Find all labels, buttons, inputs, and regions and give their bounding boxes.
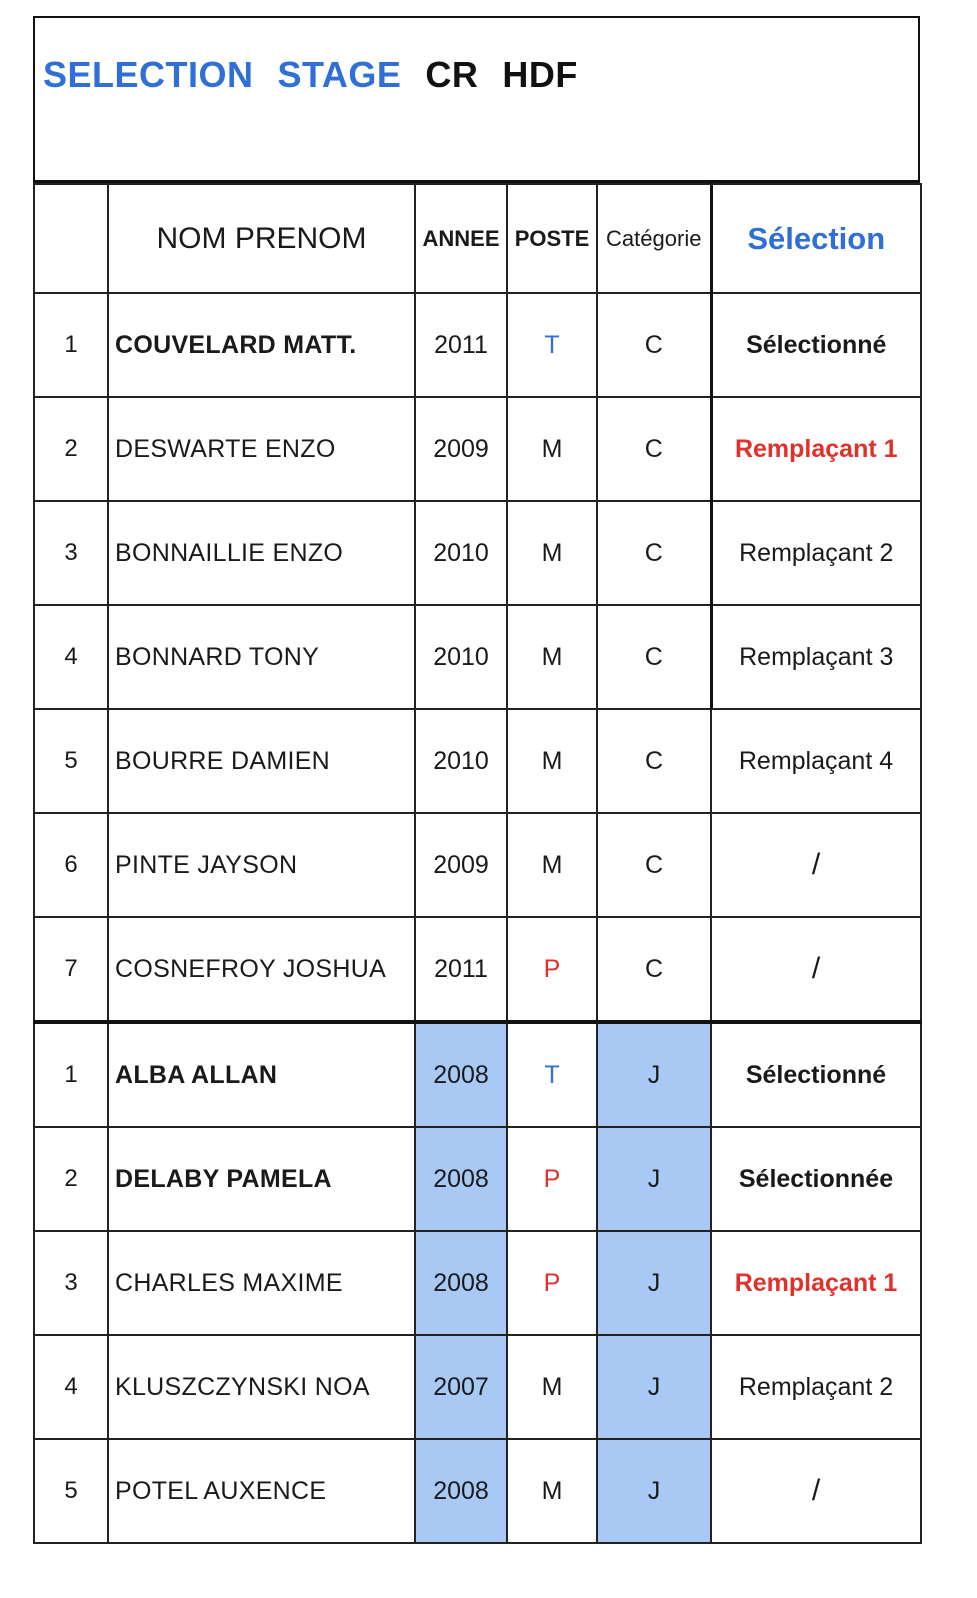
page-title (43, 54, 602, 96)
position: P (507, 917, 597, 1022)
title-word-cr: CR (425, 54, 479, 95)
position: M (507, 605, 597, 709)
player-name: DESWARTE ENZO (108, 397, 415, 501)
header-row (34, 184, 921, 293)
selection-status: / (711, 1439, 921, 1543)
selection-status: / (711, 813, 921, 917)
player-name: KLUSZCZYNSKI NOA (108, 1335, 415, 1439)
category: C (597, 293, 711, 397)
row-number: 5 (34, 1439, 108, 1543)
row-number: 2 (34, 397, 108, 501)
row-number: 4 (34, 605, 108, 709)
position: M (507, 1439, 597, 1543)
player-name: COSNEFROY JOSHUA (108, 917, 415, 1022)
position: T (507, 1022, 597, 1127)
header-position: POSTE (507, 184, 597, 293)
position: M (507, 397, 597, 501)
selection-status: Remplaçant 2 (711, 501, 921, 605)
table-row (34, 813, 921, 917)
birth-year: 2010 (415, 501, 507, 605)
position: M (507, 813, 597, 917)
row-number: 7 (34, 917, 108, 1022)
category: C (597, 813, 711, 917)
row-number: 2 (34, 1127, 108, 1231)
birth-year: 2011 (415, 917, 507, 1022)
row-number: 4 (34, 1335, 108, 1439)
table-row (34, 709, 921, 813)
row-number: 1 (34, 293, 108, 397)
table-row (34, 1127, 921, 1231)
title-word-selection: SELECTION (43, 54, 254, 95)
birth-year: 2009 (415, 813, 507, 917)
category: C (597, 397, 711, 501)
birth-year: 2008 (415, 1127, 507, 1231)
category: J (597, 1127, 711, 1231)
table-row (34, 397, 921, 501)
table-row (34, 1022, 921, 1127)
row-number: 1 (34, 1022, 108, 1127)
row-number: 3 (34, 501, 108, 605)
category: C (597, 501, 711, 605)
row-number: 6 (34, 813, 108, 917)
category: J (597, 1335, 711, 1439)
header-selection: Sélection (711, 184, 921, 293)
title-word-stage: STAGE (277, 54, 402, 95)
selection-status: Remplaçant 4 (711, 709, 921, 813)
position: P (507, 1127, 597, 1231)
position: T (507, 293, 597, 397)
selection-status: Sélectionnée (711, 1127, 921, 1231)
position: M (507, 1335, 597, 1439)
category: J (597, 1022, 711, 1127)
player-name: CHARLES MAXIME (108, 1231, 415, 1335)
birth-year: 2008 (415, 1231, 507, 1335)
selection-status: Remplaçant 1 (711, 1231, 921, 1335)
category: C (597, 709, 711, 813)
selection-status: Remplaçant 3 (711, 605, 921, 709)
category: C (597, 917, 711, 1022)
player-name: PINTE JAYSON (108, 813, 415, 917)
title-box (33, 16, 920, 183)
selection-status: Remplaçant 1 (711, 397, 921, 501)
header-num (34, 184, 108, 293)
player-name: BONNARD TONY (108, 605, 415, 709)
position: M (507, 709, 597, 813)
header-category: Catégorie (597, 184, 711, 293)
player-name: POTEL AUXENCE (108, 1439, 415, 1543)
table-row (34, 605, 921, 709)
player-name: ALBA ALLAN (108, 1022, 415, 1127)
position: M (507, 501, 597, 605)
player-name: COUVELARD MATT. (108, 293, 415, 397)
category: J (597, 1439, 711, 1543)
birth-year: 2010 (415, 605, 507, 709)
player-name: BONNAILLIE ENZO (108, 501, 415, 605)
table-row (34, 1439, 921, 1543)
header-name: NOM PRENOM (108, 184, 415, 293)
position: P (507, 1231, 597, 1335)
table-row (34, 501, 921, 605)
birth-year: 2008 (415, 1022, 507, 1127)
category: J (597, 1231, 711, 1335)
player-name: BOURRE DAMIEN (108, 709, 415, 813)
selection-table (33, 183, 922, 1544)
birth-year: 2007 (415, 1335, 507, 1439)
birth-year: 2010 (415, 709, 507, 813)
selection-status: Sélectionné (711, 1022, 921, 1127)
row-number: 5 (34, 709, 108, 813)
title-word-hdf: HDF (502, 54, 578, 95)
birth-year: 2009 (415, 397, 507, 501)
selection-status: Sélectionné (711, 293, 921, 397)
birth-year: 2011 (415, 293, 507, 397)
player-name: DELABY PAMELA (108, 1127, 415, 1231)
table-row (34, 1231, 921, 1335)
selection-status: / (711, 917, 921, 1022)
selection-sheet (33, 16, 920, 1544)
selection-status: Remplaçant 2 (711, 1335, 921, 1439)
table-row (34, 917, 921, 1022)
header-year: ANNEE (415, 184, 507, 293)
row-number: 3 (34, 1231, 108, 1335)
birth-year: 2008 (415, 1439, 507, 1543)
category: C (597, 605, 711, 709)
table-row (34, 1335, 921, 1439)
table-row (34, 293, 921, 397)
